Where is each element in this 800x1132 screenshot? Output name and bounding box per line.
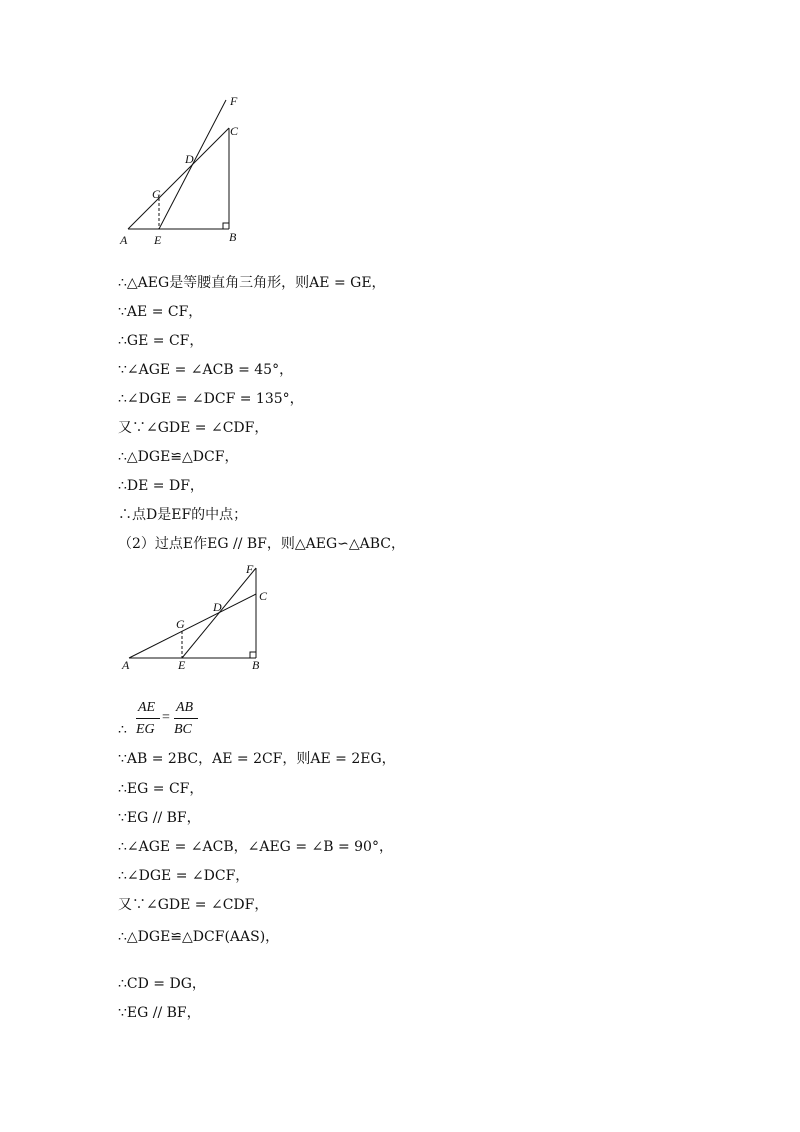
text-line: ∴△DGE≌△DCF， [118,449,239,465]
text-line: ∴GE = CF， [118,333,204,349]
fraction-right-numerator: AB [176,700,194,715]
text-line: ∵EG // BF， [118,1005,201,1021]
label-d: D [185,152,194,166]
fraction-left-bar [136,718,160,719]
label-f: F [230,94,238,108]
figure-1 [110,88,260,253]
segment-ac [128,128,229,229]
segment-ac [129,594,256,658]
label-e: E [154,233,162,247]
text-line: 又∵∠GDE = ∠CDF， [118,420,269,436]
text-line: ∵AE = CF， [118,304,203,320]
right-angle-marker [223,223,229,229]
text-line: ∴DE = DF， [118,478,204,494]
fraction-left-denominator: EG [136,722,155,737]
label-a: A [120,233,128,247]
text-line: ∴△AEG是等腰直角三角形，则AE = GE， [118,275,386,291]
text-line: ∵EG // BF， [118,810,201,826]
fraction-right-bar [174,718,198,719]
equals-sign: = [162,710,170,725]
text-line: ∴点D是EF的中点； [118,507,248,523]
figure-1-svg [110,88,260,253]
text-line: （2）过点E作EG // BF，则△AEG∽△ABC， [118,536,406,552]
text-line: ∵∠AGE = ∠ACB = 45°， [118,362,294,378]
text-line: ∴∠DGE = ∠DCF = 135°， [118,391,304,407]
text-line: ∴CD = DG， [118,976,206,992]
label-d: D [213,600,222,614]
label-a: A [122,658,130,672]
text-line: 又∵∠GDE = ∠CDF， [118,897,269,913]
fraction-right-denominator: BC [174,722,192,737]
label-f: F [246,562,254,576]
text-line: ∴∠AGE = ∠ACB，∠AEG = ∠B = 90°， [118,839,393,855]
figure-2-svg [115,560,275,675]
label-c: C [259,589,268,603]
label-c: C [230,124,239,138]
text-line: ∴∠DGE = ∠DCF， [118,868,250,884]
label-b: B [252,658,260,672]
label-g: G [176,617,185,631]
label-b: B [229,230,237,244]
figure-2 [115,560,275,675]
therefore-symbol: ∴ [118,722,127,738]
label-g: G [152,187,161,201]
fraction-equation [118,698,238,742]
text-line: ∴EG = CF， [118,781,204,797]
fraction-left-numerator: AE [138,700,156,715]
label-e: E [178,658,186,672]
text-line: ∴△DGE≌△DCF(AAS)， [118,929,280,945]
text-line: ∵AB = 2BC，AE = 2CF，则AE = 2EG， [118,751,396,767]
